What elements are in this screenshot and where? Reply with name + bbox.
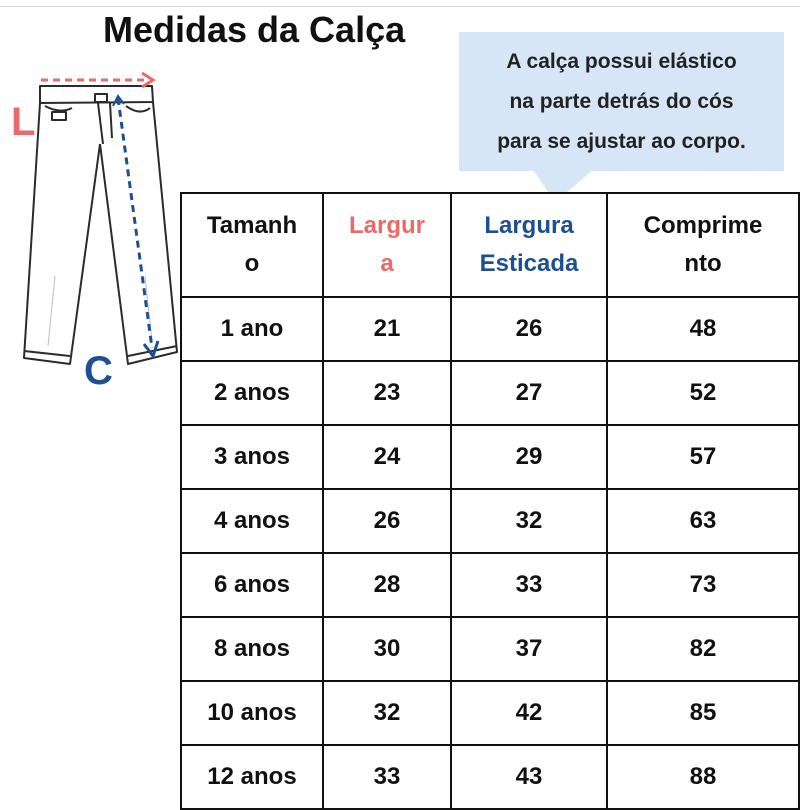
header-stretched-line1: Largura xyxy=(484,212,574,239)
cell-length: 63 xyxy=(607,489,799,553)
cell-length: 48 xyxy=(607,297,799,361)
cell-length: 52 xyxy=(607,361,799,425)
length-arrow-icon xyxy=(113,96,158,356)
length-marker-label: C xyxy=(84,349,113,393)
pants-illustration xyxy=(0,46,200,393)
cell-width: 24 xyxy=(323,425,451,489)
cell-size: 10 anos xyxy=(181,681,323,745)
page-title: Medidas da Calça xyxy=(103,9,406,50)
cell-width: 26 xyxy=(323,489,451,553)
table-row xyxy=(181,489,799,553)
header-size xyxy=(181,193,323,297)
cell-size: 4 anos xyxy=(181,489,323,553)
cell-stretched-width: 29 xyxy=(451,425,607,489)
width-marker-label: L xyxy=(11,100,36,144)
table-row xyxy=(181,745,799,809)
note-line: na parte detrás do cós xyxy=(509,89,734,113)
header-size-line2: o xyxy=(244,250,260,277)
header-size-line1: Tamanh xyxy=(206,212,298,239)
header-length xyxy=(607,193,799,297)
elastic-note-callout xyxy=(459,32,784,171)
cell-width: 23 xyxy=(323,361,451,425)
cell-stretched-width: 42 xyxy=(451,681,607,745)
cell-stretched-width: 43 xyxy=(451,745,607,809)
note-line: para se ajustar ao corpo. xyxy=(497,129,746,153)
table-row xyxy=(181,553,799,617)
cell-stretched-width: 26 xyxy=(451,297,607,361)
top-divider xyxy=(0,6,800,7)
cell-size: 1 ano xyxy=(181,297,323,361)
table-row xyxy=(181,361,799,425)
width-arrow-icon xyxy=(41,73,153,87)
table-row xyxy=(181,425,799,489)
pants-icon xyxy=(0,46,200,376)
cell-size: 3 anos xyxy=(181,425,323,489)
cell-width: 28 xyxy=(323,553,451,617)
note-line: A calça possui elástico xyxy=(506,49,737,73)
cell-width: 33 xyxy=(323,745,451,809)
table-row xyxy=(181,617,799,681)
header-width xyxy=(323,193,451,297)
cell-length: 82 xyxy=(607,617,799,681)
header-stretched-width xyxy=(451,193,607,297)
header-length-line2: nto xyxy=(684,250,722,277)
cell-stretched-width: 37 xyxy=(451,617,607,681)
size-table xyxy=(180,192,800,810)
table-row xyxy=(181,681,799,745)
table-header-row xyxy=(181,193,799,297)
cell-stretched-width: 32 xyxy=(451,489,607,553)
cell-width: 30 xyxy=(323,617,451,681)
cell-size: 6 anos xyxy=(181,553,323,617)
cell-length: 85 xyxy=(607,681,799,745)
elastic-note-text xyxy=(487,42,756,162)
header-width-line1: Largur xyxy=(348,212,425,239)
header-width-line2: a xyxy=(380,250,394,277)
cell-size: 8 anos xyxy=(181,617,323,681)
cell-size: 12 anos xyxy=(181,745,323,809)
header-length-line1: Comprime xyxy=(643,212,763,239)
cell-width: 21 xyxy=(323,297,451,361)
table-row xyxy=(181,297,799,361)
cell-size: 2 anos xyxy=(181,361,323,425)
cell-width: 32 xyxy=(323,681,451,745)
cell-stretched-width: 33 xyxy=(451,553,607,617)
cell-length: 73 xyxy=(607,553,799,617)
cell-length: 57 xyxy=(607,425,799,489)
header-stretched-line2: Esticada xyxy=(479,250,579,277)
cell-length: 88 xyxy=(607,745,799,809)
cell-stretched-width: 27 xyxy=(451,361,607,425)
